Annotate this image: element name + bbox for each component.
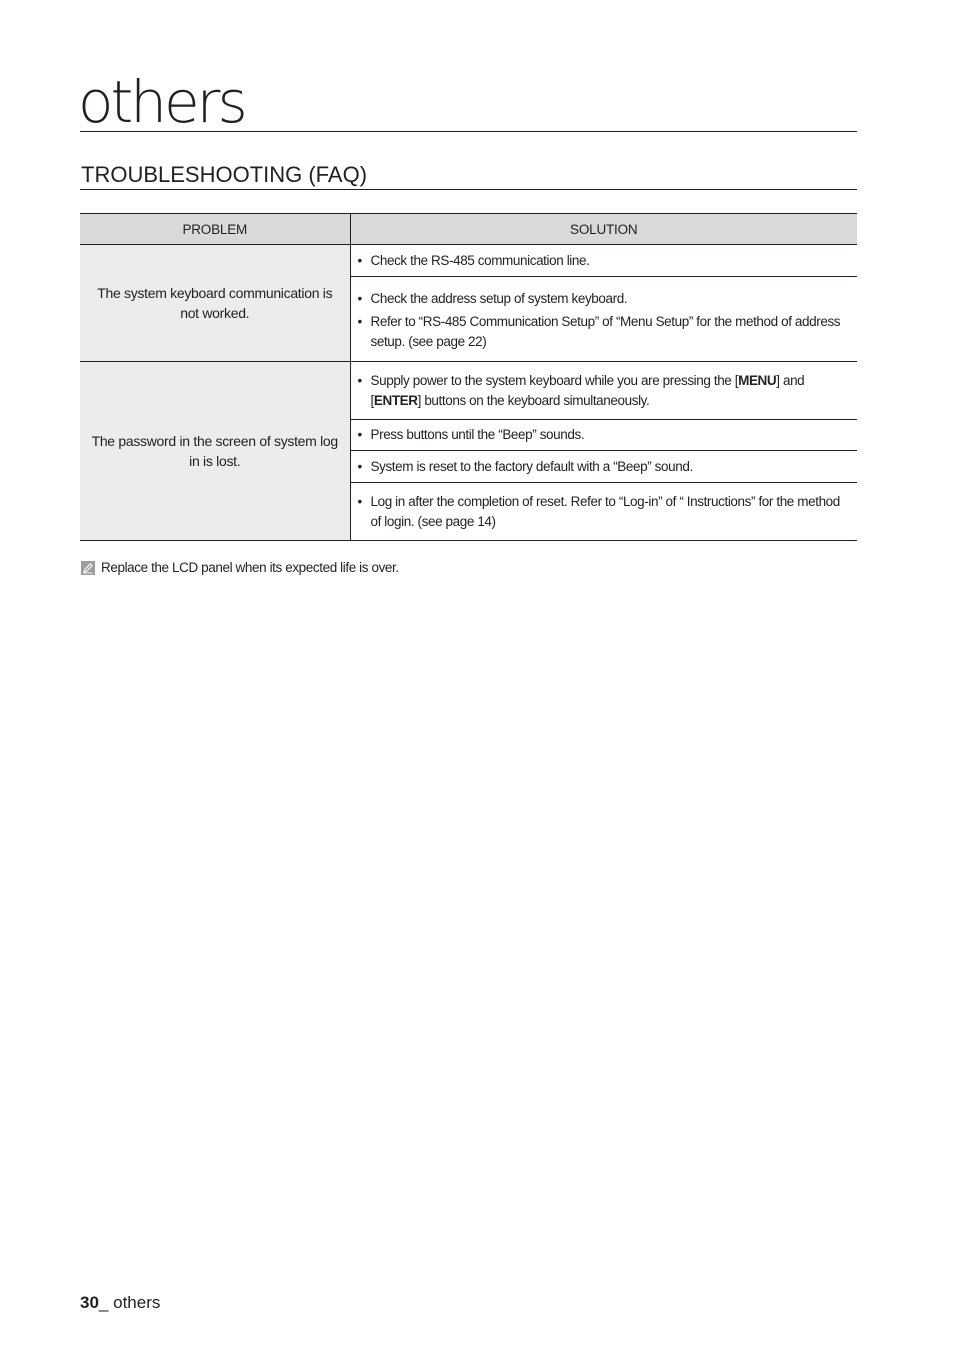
solution-cell <box>350 451 857 483</box>
pencil-note-icon <box>81 561 95 575</box>
solution-text: Press buttons until the “Beep” sounds. <box>370 427 585 442</box>
solution-bullet <box>358 289 848 309</box>
solution-bullet <box>358 492 848 532</box>
bullet-marker: • <box>357 313 362 329</box>
bullet-marker: • <box>357 458 362 474</box>
solution-bullet <box>358 457 848 477</box>
enter-key-label: ENTER <box>373 392 418 408</box>
solution-bullet <box>358 425 848 445</box>
solution-bullet <box>358 312 848 352</box>
bullet-marker: • <box>357 372 362 388</box>
problem-cell: The system keyboard communication is not worked. <box>80 245 350 362</box>
bullet-marker: • <box>357 427 362 442</box>
menu-key-label: MENU <box>738 372 777 388</box>
table-row <box>80 245 857 277</box>
footer-separator: _ <box>98 1293 114 1312</box>
solution-cell <box>350 420 857 451</box>
chapter-header <box>78 68 857 136</box>
bullet-marker: • <box>357 290 362 306</box>
problem-cell: The password in the screen of system log in is lost. <box>80 362 350 541</box>
solution-cell <box>350 483 857 541</box>
bullet-marker: • <box>357 252 362 268</box>
solution-cell <box>350 277 857 362</box>
footer-section: others <box>113 1293 161 1312</box>
solution-text: Refer to “RS-485 Communication Setup” of “Menu Setup” for the method of address setup. (see page 22) <box>370 313 841 349</box>
page-number: 30 <box>80 1293 99 1312</box>
solution-bullet <box>358 251 848 271</box>
solution-text: System is reset to the factory default with a “Beep” sound. <box>370 458 693 474</box>
faq-table <box>80 213 857 541</box>
section-header <box>80 160 857 190</box>
chapter-title: others <box>78 68 245 136</box>
column-header-problem: PROBLEM <box>80 214 350 245</box>
solution-text: Check the address setup of system keyboard. <box>370 290 628 306</box>
column-header-solution: SOLUTION <box>350 214 857 245</box>
section-title: TROUBLESHOOTING (FAQ) <box>81 162 368 187</box>
solution-text: Log in after the completion of reset. Refer to “Log-in” of “ Instructions” for the method of login. (see page 14) <box>370 493 840 529</box>
solution-cell <box>350 362 857 420</box>
solution-text: Check the RS-485 communication line. <box>370 252 590 268</box>
page-footer <box>80 1292 160 1314</box>
note-text: Replace the LCD panel when its expected life is over. <box>101 560 399 575</box>
solution-bullet <box>358 371 848 411</box>
table-row <box>80 362 857 420</box>
solution-cell <box>350 245 857 277</box>
solution-text: Supply power to the system keyboard while you are pressing the [MENU] and [ENTER] buttons on the keyboard simultaneously. <box>370 372 805 408</box>
bullet-marker: • <box>357 493 362 509</box>
table-header-row <box>80 214 857 245</box>
note <box>81 559 399 577</box>
